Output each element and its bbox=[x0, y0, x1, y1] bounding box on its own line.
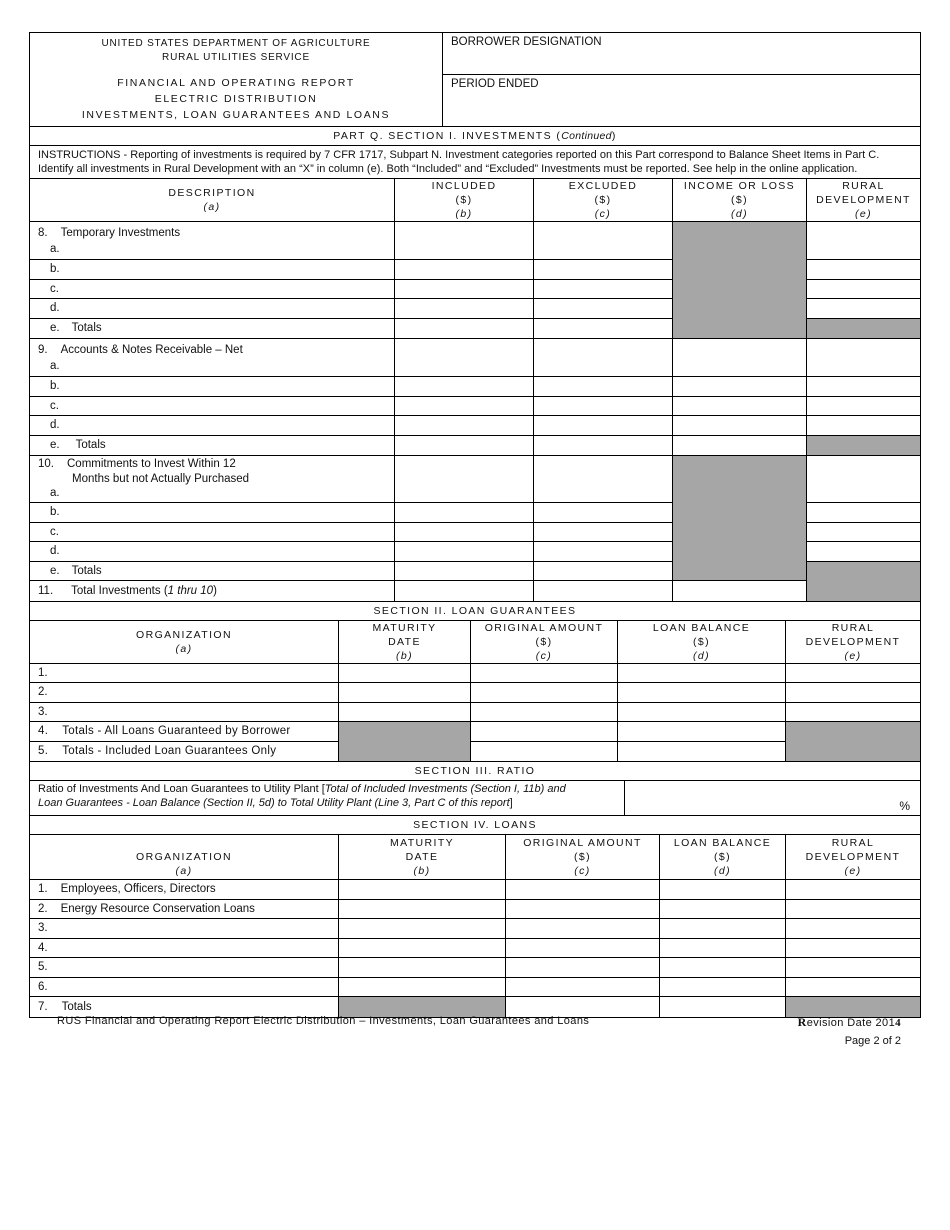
row-8c-label: c. bbox=[30, 280, 394, 300]
s4-col-organization-header: ORGANIZATION (a) bbox=[30, 835, 339, 879]
s2-col-organization-header: ORGANIZATION (a) bbox=[30, 621, 339, 663]
period-ended-field[interactable] bbox=[443, 75, 920, 126]
section3-ratio-row bbox=[30, 781, 920, 816]
ratio-input[interactable] bbox=[625, 781, 920, 815]
s2-input-2-balance[interactable] bbox=[618, 683, 785, 703]
col-excluded-header: EXCLUDED ($) (c) bbox=[534, 179, 673, 221]
s4-row-1-label: 1. Employees, Officers, Directors bbox=[30, 880, 338, 900]
input-8d-included[interactable] bbox=[395, 299, 533, 319]
s4-input-7-balance[interactable] bbox=[660, 997, 785, 1017]
input-8e-included[interactable] bbox=[395, 319, 533, 339]
row-8d-label: d. bbox=[30, 299, 394, 319]
period-ended-label: PERIOD ENDED bbox=[451, 78, 539, 90]
row-8e-label: e. Totals bbox=[50, 322, 102, 335]
instructions: INSTRUCTIONS - Reporting of investments is required by 7 CFR 1717, Subpart N. Investment categories reported on this Part correspond to Balance Sheet Items in Part C. Identify all investments in Rural Development with an “X” in column (e). Both “Included” and “Excluded” Investments must be reported. See help in the online application. bbox=[30, 146, 920, 179]
col-rural-header: RURAL DEVELOPMENT (e) bbox=[816, 180, 911, 220]
s2-input-2-maturity[interactable] bbox=[339, 683, 470, 703]
row-9b-label: b. bbox=[30, 377, 394, 397]
input-10c-included[interactable] bbox=[395, 523, 533, 543]
s4-input-5-original[interactable] bbox=[506, 958, 659, 978]
section2-header bbox=[30, 621, 920, 664]
percent-sign: % bbox=[899, 799, 910, 813]
s4-shaded-7-maturity bbox=[339, 997, 505, 1017]
footer-revision: Revision Date 2014 bbox=[797, 1015, 901, 1029]
section3-title: SECTION III. RATIO bbox=[30, 762, 920, 781]
input-10d-included[interactable] bbox=[395, 542, 533, 562]
input-10c-rural[interactable] bbox=[807, 523, 920, 543]
input-8a-rural[interactable] bbox=[807, 222, 920, 260]
form-header bbox=[30, 33, 920, 127]
agency-service: RURAL UTILITIES SERVICE bbox=[162, 52, 310, 63]
s2-input-1-balance[interactable] bbox=[618, 664, 785, 684]
part-title: PART Q. SECTION I. INVESTMENTS ( Continued ) bbox=[30, 127, 920, 146]
s2-row-2-label: 2. bbox=[30, 683, 338, 703]
section4-rows bbox=[30, 880, 920, 1017]
s4-input-6-original[interactable] bbox=[506, 978, 659, 998]
col-income-header: INCOME OR LOSS ($) (d) bbox=[673, 179, 807, 221]
input-8b-included[interactable] bbox=[395, 260, 533, 280]
shaded-10e-11-rural bbox=[807, 562, 920, 601]
s2-input-2-original[interactable] bbox=[471, 683, 617, 703]
input-8c-excluded[interactable] bbox=[534, 280, 672, 300]
s4-row-7-label: 7. Totals bbox=[38, 1000, 92, 1013]
input-10a-rural[interactable] bbox=[807, 456, 920, 503]
s4-input-1-maturity[interactable] bbox=[339, 880, 505, 900]
report-title-1: FINANCIAL AND OPERATING REPORT bbox=[117, 77, 355, 89]
borrower-designation-field[interactable] bbox=[443, 33, 920, 75]
input-9b-income[interactable] bbox=[673, 377, 806, 397]
input-9d-included[interactable] bbox=[395, 416, 533, 436]
s2-input-3-maturity[interactable] bbox=[339, 703, 470, 723]
row-11-label: 11. Total Investments ( 1 thru 10 ) bbox=[38, 584, 217, 597]
s4-input-2-maturity[interactable] bbox=[339, 900, 505, 920]
s4-input-1-rural[interactable] bbox=[786, 880, 920, 900]
s4-row-3-label: 3. bbox=[30, 919, 338, 939]
s2-row-3-label: 3. bbox=[30, 703, 338, 723]
row-10c-label: c. bbox=[30, 523, 394, 543]
s4-input-4-original[interactable] bbox=[506, 939, 659, 959]
input-9a-rural[interactable] bbox=[807, 339, 920, 377]
s2-col-rural-header: RURAL DEVELOPMENT (e) bbox=[805, 621, 901, 662]
input-9b-excluded[interactable] bbox=[534, 377, 672, 397]
section1-table bbox=[30, 179, 920, 602]
s2-input-5-balance[interactable] bbox=[618, 742, 785, 762]
section2-table bbox=[30, 621, 920, 763]
input-10b-rural[interactable] bbox=[807, 503, 920, 523]
page-footer bbox=[57, 1015, 907, 1047]
s4-row-2-label: 2. Energy Resource Conservation Loans bbox=[30, 900, 338, 920]
s2-input-3-balance[interactable] bbox=[618, 703, 785, 723]
s2-input-5-original[interactable] bbox=[471, 742, 617, 762]
s2-col-original-header: ORIGINAL AMOUNT ($) (c) bbox=[471, 621, 618, 663]
s4-input-6-maturity[interactable] bbox=[339, 978, 505, 998]
input-9c-included[interactable] bbox=[395, 397, 533, 417]
input-9d-excluded[interactable] bbox=[534, 416, 672, 436]
input-9e-excluded[interactable] bbox=[534, 436, 672, 456]
input-8a-included[interactable] bbox=[395, 222, 533, 260]
s2-input-1-rural[interactable] bbox=[786, 664, 920, 684]
s4-input-4-balance[interactable] bbox=[660, 939, 785, 959]
row-10a-label: 10. Commitments to Invest Within 12 Months but not Actually Purchased a. bbox=[30, 456, 394, 503]
input-8d-rural[interactable] bbox=[807, 299, 920, 319]
s4-input-2-balance[interactable] bbox=[660, 900, 785, 920]
s4-col-maturity-header: MATURITY DATE (b) bbox=[339, 835, 506, 879]
shaded-8e-rural bbox=[807, 319, 920, 339]
s2-input-2-rural[interactable] bbox=[786, 683, 920, 703]
input-9e-income[interactable] bbox=[673, 436, 806, 456]
s2-row-1-label: 1. bbox=[30, 664, 338, 684]
input-8a-excluded[interactable] bbox=[534, 222, 672, 260]
footer-form-name: RUS Financial and Operating Report Electric Distribution – Investments, Loan Guarantees and Loans bbox=[57, 1015, 590, 1027]
row-10d-label: d. bbox=[30, 542, 394, 562]
s4-input-3-original[interactable] bbox=[506, 919, 659, 939]
s4-col-rural-header: RURAL DEVELOPMENT (e) bbox=[805, 837, 901, 877]
s4-input-2-rural[interactable] bbox=[786, 900, 920, 920]
row-9a-label: 9. Accounts & Notes Receivable – Net a. bbox=[30, 339, 394, 377]
s4-input-3-maturity[interactable] bbox=[339, 919, 505, 939]
col-included-header: INCLUDED ($) (b) bbox=[395, 179, 534, 221]
input-10e-excluded[interactable] bbox=[534, 562, 672, 582]
input-9a-income[interactable] bbox=[673, 339, 806, 377]
s4-input-4-maturity[interactable] bbox=[339, 939, 505, 959]
s4-input-3-rural[interactable] bbox=[786, 919, 920, 939]
input-9e-included[interactable] bbox=[395, 436, 533, 456]
input-10b-included[interactable] bbox=[395, 503, 533, 523]
shaded-8-income bbox=[673, 222, 807, 338]
input-9a-excluded[interactable] bbox=[534, 339, 672, 377]
ratio-description: Ratio of Investments And Loan Guarantees to Utility Plant [Total of Included Investments (Section I, 11b) and Loan Guarantees - Loan Balance (Section II, 5d) to Total Utility Plant (Line 3, Part C of this report] bbox=[30, 781, 625, 815]
s2-input-4-balance[interactable] bbox=[618, 722, 785, 742]
s4-input-5-rural[interactable] bbox=[786, 958, 920, 978]
section4-header bbox=[30, 835, 920, 880]
borrower-designation-label: BORROWER DESIGNATION bbox=[451, 36, 602, 48]
section4-table bbox=[30, 835, 920, 1017]
s4-input-1-balance[interactable] bbox=[660, 880, 785, 900]
input-9d-rural[interactable] bbox=[807, 416, 920, 436]
input-8d-excluded[interactable] bbox=[534, 299, 672, 319]
row-9c-label: c. bbox=[30, 397, 394, 417]
s2-row-5-label: 5. Totals - Included Loan Guarantees Only bbox=[38, 745, 277, 758]
group-10-commitments bbox=[30, 456, 920, 602]
report-form bbox=[29, 32, 921, 1018]
input-10d-excluded[interactable] bbox=[534, 542, 672, 562]
section1-header bbox=[30, 179, 920, 222]
input-9c-excluded[interactable] bbox=[534, 397, 672, 417]
s4-input-5-maturity[interactable] bbox=[339, 958, 505, 978]
s4-input-2-original[interactable] bbox=[506, 900, 659, 920]
s4-col-balance-header: LOAN BALANCE ($) (d) bbox=[660, 835, 786, 879]
input-8b-rural[interactable] bbox=[807, 260, 920, 280]
row-10e-label: e. Totals bbox=[30, 562, 394, 582]
row-10b-label: b. bbox=[30, 503, 394, 523]
s2-input-4-original[interactable] bbox=[471, 722, 617, 742]
agency-block bbox=[30, 33, 443, 126]
input-8c-rural[interactable] bbox=[807, 280, 920, 300]
input-10e-included[interactable] bbox=[395, 562, 533, 582]
shaded-10-income bbox=[673, 456, 806, 581]
s2-shaded-rural bbox=[786, 722, 920, 761]
shaded-9e-rural bbox=[807, 436, 920, 456]
input-9a-included[interactable] bbox=[395, 339, 533, 377]
row-9d-label: d. bbox=[30, 416, 394, 436]
input-9b-rural[interactable] bbox=[807, 377, 920, 397]
report-title-2: ELECTRIC DISTRIBUTION bbox=[154, 93, 318, 105]
section2-rows bbox=[30, 664, 920, 763]
row-9e-label: e. Totals bbox=[50, 439, 106, 452]
report-title-3: INVESTMENTS, LOAN GUARANTEES AND LOANS bbox=[81, 109, 391, 121]
s2-input-3-original[interactable] bbox=[471, 703, 617, 723]
col-description-header: DESCRIPTION (a) bbox=[30, 179, 395, 221]
s2-row-4-label: 4. Totals - All Loans Guaranteed by Borrower bbox=[30, 722, 338, 742]
s4-input-6-rural[interactable] bbox=[786, 978, 920, 998]
input-9b-included[interactable] bbox=[395, 377, 533, 397]
input-10a-excluded[interactable] bbox=[534, 456, 672, 503]
row-8b-label: b. bbox=[30, 260, 394, 280]
s4-row-5-label: 5. bbox=[30, 958, 338, 978]
s4-input-5-balance[interactable] bbox=[660, 958, 785, 978]
footer-page-number: Page 2 of 2 bbox=[844, 1035, 901, 1047]
s4-input-1-original[interactable] bbox=[506, 880, 659, 900]
input-9c-rural[interactable] bbox=[807, 397, 920, 417]
section4-title: SECTION IV. LOANS bbox=[30, 816, 920, 835]
input-10b-excluded[interactable] bbox=[534, 503, 672, 523]
s2-input-1-original[interactable] bbox=[471, 664, 617, 684]
s4-input-7-original[interactable] bbox=[506, 997, 659, 1017]
input-9d-income[interactable] bbox=[673, 416, 806, 436]
borrower-period-block bbox=[443, 33, 920, 126]
input-10c-excluded[interactable] bbox=[534, 523, 672, 543]
s4-input-3-balance[interactable] bbox=[660, 919, 785, 939]
section2-title: SECTION II. LOAN GUARANTEES bbox=[30, 602, 920, 621]
s4-row-4-label: 4. bbox=[30, 939, 338, 959]
input-11-excluded[interactable] bbox=[534, 581, 672, 601]
input-10a-included[interactable] bbox=[395, 456, 533, 503]
s4-input-6-balance[interactable] bbox=[660, 978, 785, 998]
input-10d-rural[interactable] bbox=[807, 542, 920, 562]
s4-col-original-header: ORIGINAL AMOUNT ($) (c) bbox=[506, 835, 660, 879]
row-8a-label: 8. Temporary Investments a. bbox=[30, 222, 394, 260]
input-11-included[interactable] bbox=[395, 581, 533, 601]
s2-shaded-maturity bbox=[339, 722, 470, 761]
input-8b-excluded[interactable] bbox=[534, 260, 672, 280]
s4-shaded-7-rural bbox=[786, 997, 920, 1017]
s4-input-4-rural[interactable] bbox=[786, 939, 920, 959]
group-9-accounts-receivable bbox=[30, 339, 920, 456]
s2-input-1-maturity[interactable] bbox=[339, 664, 470, 684]
agency-name: UNITED STATES DEPARTMENT OF AGRICULTURE bbox=[101, 38, 371, 49]
input-11-income[interactable] bbox=[673, 581, 806, 601]
input-8c-included[interactable] bbox=[395, 280, 533, 300]
group-8-temporary-investments bbox=[30, 222, 920, 339]
s2-input-3-rural[interactable] bbox=[786, 703, 920, 723]
s4-row-6-label: 6. bbox=[30, 978, 338, 998]
input-9c-income[interactable] bbox=[673, 397, 806, 417]
s2-col-maturity-header: MATURITY DATE (b) bbox=[339, 621, 471, 663]
s2-col-balance-header: LOAN BALANCE ($) (d) bbox=[618, 621, 786, 663]
input-8e-excluded[interactable] bbox=[534, 319, 672, 339]
